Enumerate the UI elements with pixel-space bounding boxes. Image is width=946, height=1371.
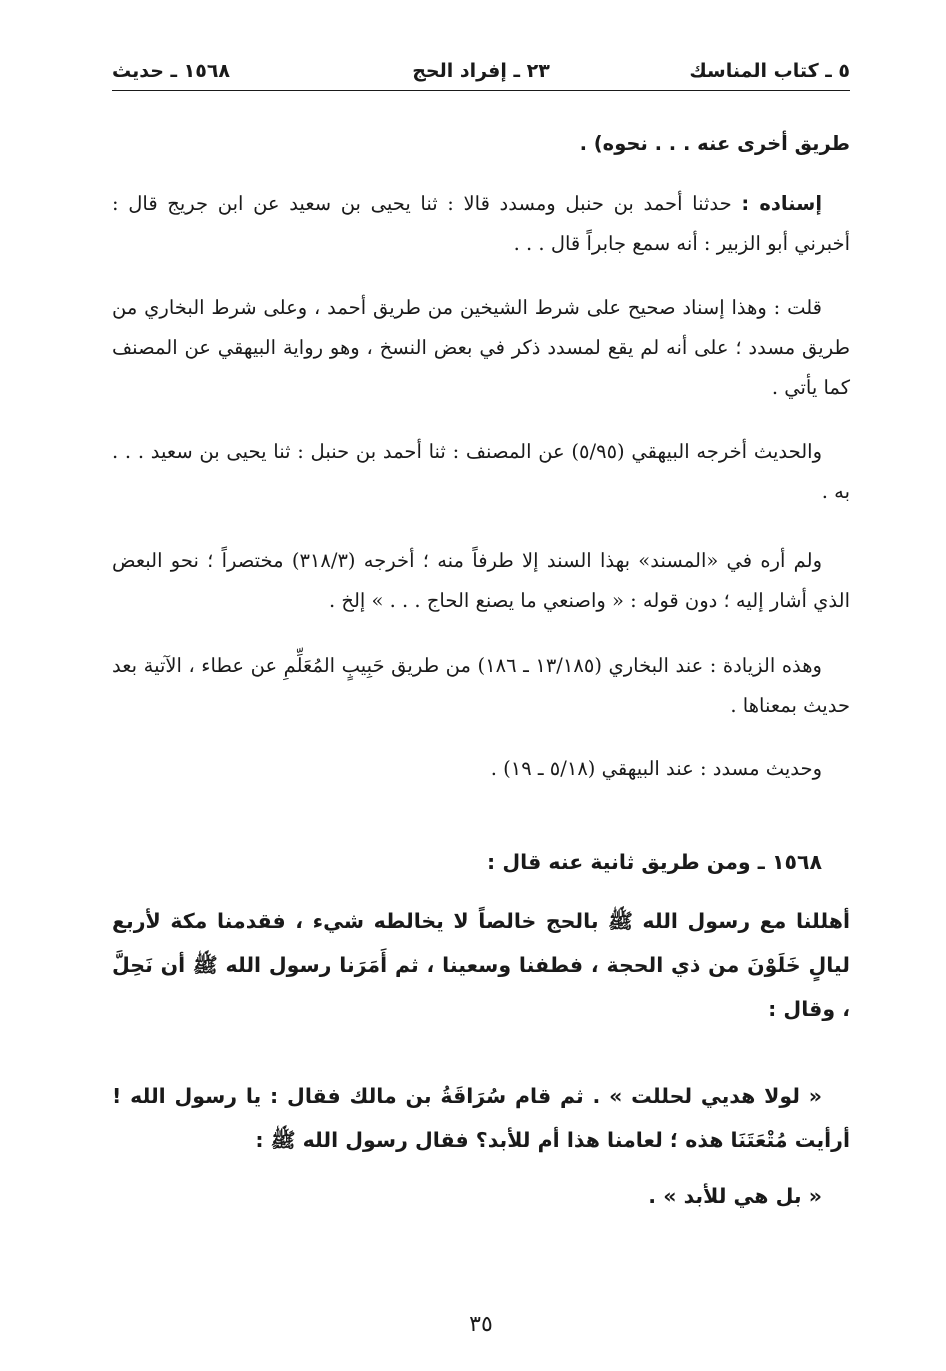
hadith-text-continued: « لولا هديي لحللت » . ثم قام سُرَاقَةُ بن مالك فقال : يا رسول الله ! أرأيت مُتْعَتَنَا هذه ؛ لعامنا هذا أم للأبد؟ فقال رسول الله ﷺ : bbox=[112, 1084, 850, 1152]
paragraph-addition: وهذه الزيادة : عند البخاري (١٣/١٨٥ ـ ١٨٦) من طريق حَبِيبٍ المُعَلِّمِ عن عطاء ، الآتية بعد حديث بمعناها . bbox=[112, 654, 850, 717]
paragraph-musaddad: وحديث مسدد : عند البيهقي (٥/١٨ ـ ١٩) . bbox=[490, 757, 822, 780]
paragraph-musnad: ولم أره في «المسند» بهذا السند إلا طرفاً منه ؛ أخرجه (٣١٨/٣) مختصراً ؛ نحو البعض الذي أشار إليه ؛ دون قوله : « واصنعي ما يصنع الحاج . . . » إلخ . bbox=[112, 549, 850, 612]
header-book-title: ٥ ـ كتاب المناسك bbox=[689, 60, 850, 82]
paragraph-bayhaqi: والحديث أخرجه البيهقي (٥/٩٥) عن المصنف : ثنا أحمد بن حنبل : ثنا يحيى بن سعيد . . . به . bbox=[112, 440, 850, 503]
isnad-label: إسناده : bbox=[741, 192, 823, 215]
running-header bbox=[112, 54, 850, 91]
page-number: ٣٥ bbox=[469, 1312, 493, 1337]
paragraph-isnad bbox=[112, 184, 850, 264]
page bbox=[112, 54, 850, 1337]
paragraph-grading: قلت : وهذا إسناد صحيح على شرط الشيخين من طريق أحمد ، وعلى شرط البخاري من طريق مسدد ؛ على أنه لم يقع لمسدد ذكر في بعض النسخ ، وهو رواية البيهقي عن المصنف كما يأتي . bbox=[112, 296, 850, 399]
paragraph-other-route: طريق أخرى عنه . . . نحوه) . bbox=[579, 132, 850, 155]
header-chapter-title: ٢٣ ـ إفراد الحج bbox=[412, 60, 550, 82]
hadith-text: أهللنا مع رسول الله ﷺ بالحج خالصاً لا يخالطه شيء ، فقدمنا مكة لأربع ليالٍ خَلَوْنَ من ذي الحجة ، فطفنا وسعينا ، ثم أَمَرَنا رسول الله ﷺ أن نَحِلَّ ، وقال : bbox=[112, 909, 850, 1021]
header-hadith-number: ١٥٦٨ ـ حديث bbox=[112, 60, 231, 82]
hadith-heading: ١٥٦٨ ـ ومن طريق ثانية عنه قال : bbox=[487, 850, 822, 874]
isnad-text: حدثنا أحمد بن حنبل ومسدد قالا : ثنا يحيى بن سعيد عن ابن جريج قال : أخبرني أبو الزبير : أنه سمع جابراً قال . . . bbox=[112, 192, 850, 255]
hadith-answer: « بل هي للأبد » . bbox=[648, 1184, 822, 1208]
